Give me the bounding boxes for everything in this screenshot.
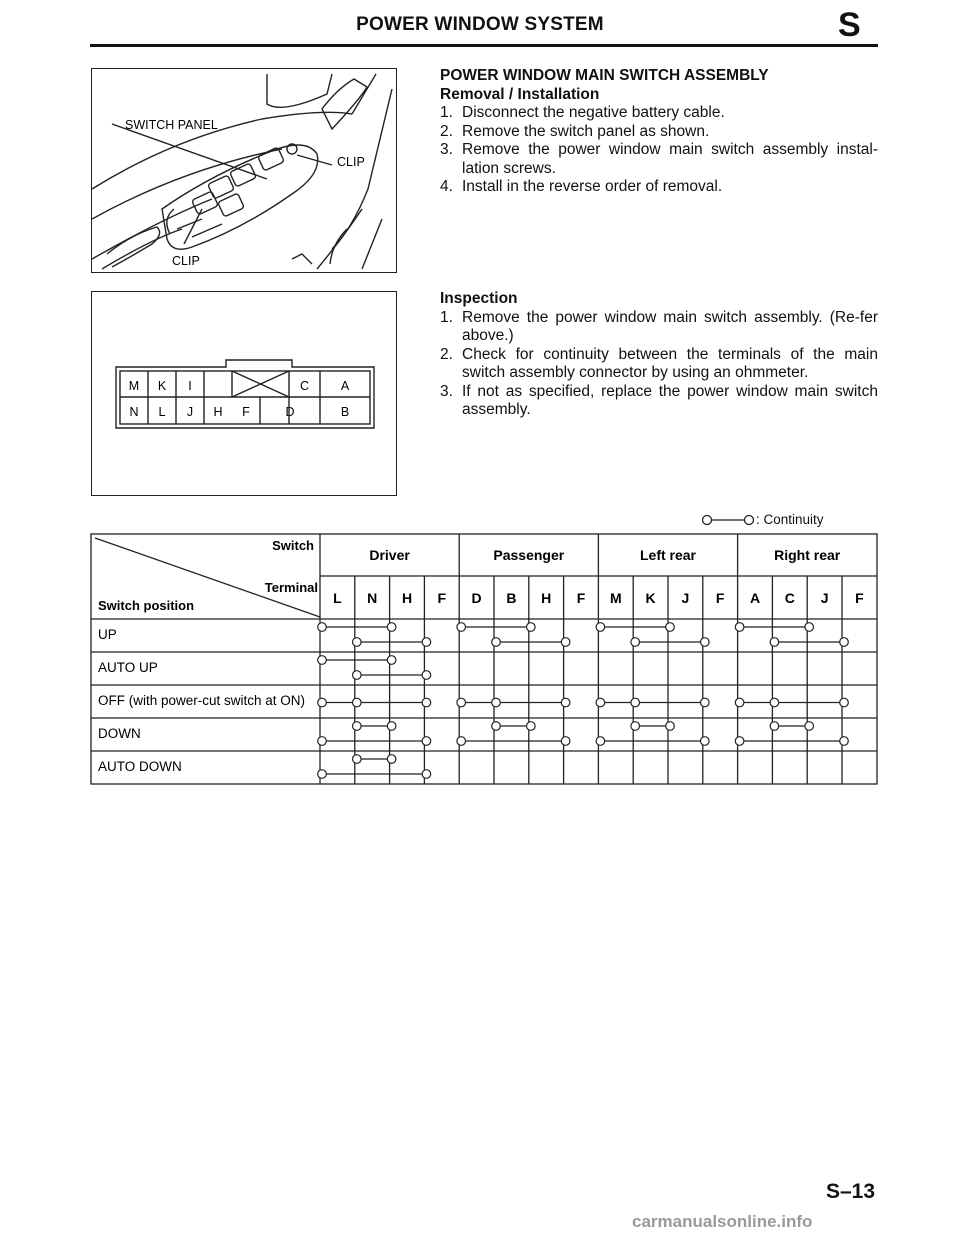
connector-terminal-K: K [157, 379, 167, 393]
connector-terminal-N: N [129, 405, 139, 419]
continuity-connection [735, 737, 848, 746]
switch-position-label: AUTO DOWN [98, 759, 182, 774]
continuity-terminal-dot [318, 656, 327, 665]
terminal-header: L [333, 590, 342, 606]
continuity-connection [492, 722, 535, 731]
continuity-terminal-dot [701, 698, 710, 707]
removal-section [440, 67, 878, 197]
continuity-connection [318, 698, 431, 707]
continuity-terminal-dot [457, 698, 466, 707]
continuity-terminal-dot [631, 638, 640, 647]
continuity-connection [735, 698, 848, 707]
continuity-terminal-dot [770, 722, 779, 731]
connector-terminal-C: C [299, 379, 310, 393]
continuity-terminal-dot [596, 698, 605, 707]
terminal-header: N [367, 590, 378, 606]
connector-terminal-L: L [158, 405, 166, 419]
continuity-table [90, 530, 882, 790]
continuity-connection [631, 722, 674, 731]
terminal-header: H [541, 590, 552, 606]
switch-panel-figure [91, 68, 397, 273]
continuity-connection [770, 638, 848, 647]
removal-step: 1. Disconnect the negative battery cable. [440, 104, 725, 121]
continuity-terminal-dot [318, 770, 327, 779]
watermark: carmanualsonline.info [632, 1212, 813, 1231]
connector-figure [91, 291, 397, 496]
continuity-terminal-dot [353, 698, 362, 707]
header-rule [90, 44, 878, 47]
continuity-connection [457, 623, 535, 632]
removal-step: 3. Remove the power window main switch assembly instal-lation screws. [440, 141, 878, 177]
group-header: Driver [369, 547, 410, 563]
continuity-terminal-dot [387, 722, 396, 731]
continuity-terminal-dot [840, 638, 849, 647]
continuity-terminal-dot [353, 755, 362, 764]
continuity-terminal-dot [561, 737, 570, 746]
continuity-connection [492, 638, 570, 647]
continuity-terminal-dot [318, 623, 327, 632]
continuity-connection [457, 737, 570, 746]
terminal-header: F [855, 590, 864, 606]
continuity-terminal-dot [770, 638, 779, 647]
clip-label-bottom: CLIP [172, 254, 200, 268]
continuity-connection [457, 698, 570, 707]
connector-terminal-D: D [285, 405, 295, 419]
continuity-connection [318, 737, 431, 746]
continuity-terminal-dot [666, 722, 675, 731]
corner-position-label: Switch position [98, 598, 195, 613]
continuity-terminal-dot [387, 623, 396, 632]
continuity-terminal-dot [422, 770, 431, 779]
connector-terminal-H: H [213, 405, 223, 419]
connector-diagram [92, 292, 396, 495]
inspection-step: 1. Remove the power window main switch assembly. (Re-fer above.) [440, 308, 878, 344]
continuity-terminal-dot [422, 737, 431, 746]
connector-terminal-F: F [242, 405, 250, 419]
continuity-terminal-dot [492, 638, 501, 647]
continuity-terminal-dot [387, 755, 396, 764]
continuity-terminal-dot [805, 722, 814, 731]
connector-terminal-M: M [128, 379, 140, 393]
switch-panel-label: SWITCH PANEL [125, 118, 218, 132]
continuity-terminal-dot [457, 737, 466, 746]
switch-position-label: OFF (with power-cut switch at ON) [98, 693, 306, 708]
terminal-header: K [645, 590, 656, 606]
inspection-step: 2. Check for continuity between the terminals of the main switch assembly connector by using an ohmmeter. [440, 345, 878, 381]
continuity-terminal-dot [631, 698, 640, 707]
continuity-terminal-dot [735, 737, 744, 746]
continuity-terminal-dot [318, 698, 327, 707]
continuity-terminal-dot [770, 698, 779, 707]
continuity-terminal-dot [701, 737, 710, 746]
inspection-step: 3. If not as specified, replace the power window main switch assembly. [440, 382, 878, 418]
continuity-terminal-dot [840, 737, 849, 746]
continuity-connection [596, 623, 674, 632]
continuity-connection [353, 671, 431, 680]
continuity-terminal-dot [527, 623, 536, 632]
continuity-terminal-dot [666, 623, 675, 632]
continuity-connection [318, 770, 431, 779]
corner-switch-label: Switch [272, 538, 314, 553]
continuity-terminal-dot [387, 656, 396, 665]
removal-step: 4. Install in the reverse order of removal. [440, 178, 723, 195]
continuity-terminal-dot [527, 722, 536, 731]
continuity-terminal-dot [840, 698, 849, 707]
continuity-terminal-dot [457, 623, 466, 632]
section-letter: S [838, 6, 861, 44]
continuity-terminal-dot [492, 722, 501, 731]
switch-position-label: DOWN [98, 726, 141, 741]
terminal-header: J [820, 590, 829, 606]
connector-terminal-B: B [340, 405, 350, 419]
continuity-terminal-dot [353, 671, 362, 680]
continuity-connection [353, 638, 431, 647]
continuity-terminal-dot [353, 722, 362, 731]
page-number: S–13 [826, 1180, 876, 1203]
continuity-connection [631, 638, 709, 647]
group-header: Right rear [774, 547, 841, 563]
switch-panel-illustration [92, 69, 396, 272]
connector-terminal-A: A [340, 379, 350, 393]
continuity-terminal-dot [353, 638, 362, 647]
terminal-header: J [681, 590, 690, 606]
terminal-header: F [715, 590, 725, 606]
continuity-connection [735, 623, 813, 632]
continuity-terminal-dot [422, 698, 431, 707]
continuity-connection [770, 722, 813, 731]
continuity-terminal-dot [318, 737, 327, 746]
continuity-terminal-dot [596, 623, 605, 632]
continuity-terminal-dot [805, 623, 814, 632]
terminal-header: B [506, 590, 517, 606]
removal-title: POWER WINDOW MAIN SWITCH ASSEMBLY [440, 67, 769, 84]
page-title: POWER WINDOW SYSTEM [356, 14, 604, 35]
continuity-terminal-dot [596, 737, 605, 746]
continuity-connection [318, 623, 396, 632]
continuity-terminal-dot [492, 698, 501, 707]
continuity-symbol-icon [700, 513, 756, 527]
continuity-terminal-dot [631, 722, 640, 731]
corner-terminal-label: Terminal [264, 580, 318, 595]
continuity-connection [353, 755, 396, 764]
terminal-header: F [576, 590, 586, 606]
terminal-header: H [401, 590, 413, 606]
terminal-header: C [784, 590, 795, 606]
terminal-header: D [471, 590, 482, 606]
inspection-section [440, 290, 878, 420]
inspection-title: Inspection [440, 290, 518, 307]
terminal-header: A [749, 590, 761, 606]
continuity-connection [596, 737, 709, 746]
continuity-terminal-dot [701, 638, 710, 647]
removal-subtitle: Removal / Installation [440, 85, 600, 103]
removal-step: 2. Remove the switch panel as shown. [440, 122, 710, 140]
clip-label-right: CLIP [337, 155, 365, 169]
continuity-connection [318, 656, 396, 665]
continuity-terminal-dot [561, 638, 570, 647]
continuity-terminal-dot [735, 698, 744, 707]
continuity-terminal-dot [561, 698, 570, 707]
terminal-header: F [437, 590, 447, 606]
continuity-terminal-dot [422, 671, 431, 680]
continuity-terminal-dot [735, 623, 744, 632]
continuity-terminal-dot [422, 638, 431, 647]
continuity-legend-label: : Continuity [756, 512, 824, 527]
terminal-header: M [609, 590, 622, 606]
continuity-connection [596, 698, 709, 707]
connector-terminal-I: I [188, 379, 192, 393]
group-header: Passenger [493, 547, 565, 563]
switch-position-label: AUTO UP [98, 660, 158, 675]
group-header: Left rear [639, 547, 697, 563]
connector-terminal-J: J [186, 405, 194, 419]
continuity-connection [353, 722, 396, 731]
switch-position-label: UP [98, 627, 117, 642]
continuity-legend [700, 512, 824, 527]
